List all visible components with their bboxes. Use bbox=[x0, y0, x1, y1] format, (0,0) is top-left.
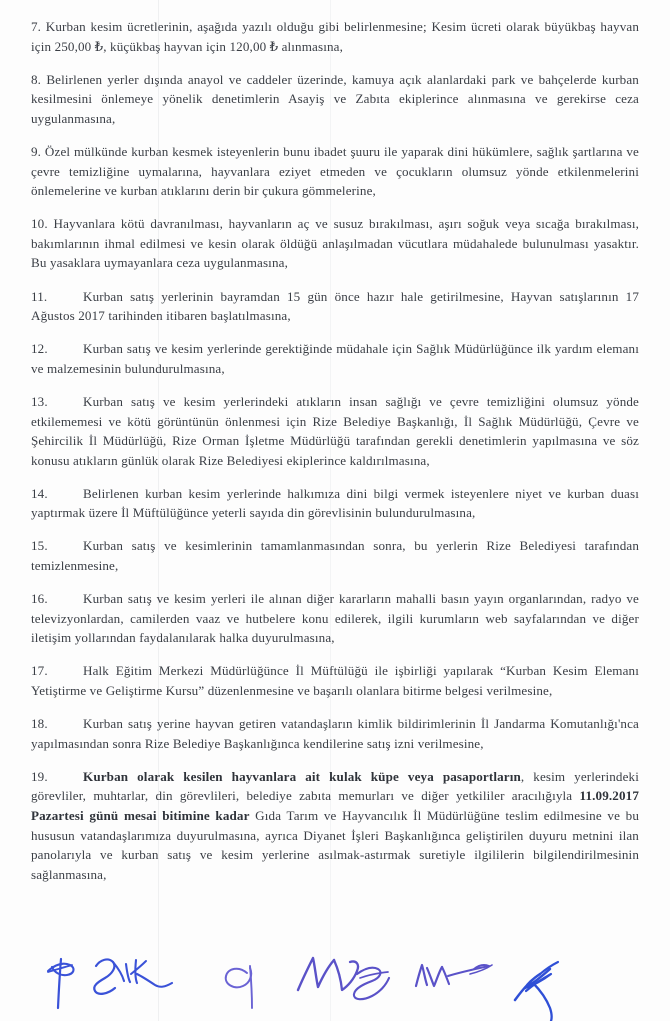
clause-paragraph-15 bbox=[31, 536, 639, 575]
clause-paragraph-17 bbox=[31, 661, 639, 700]
clause-number-11: 11. bbox=[31, 288, 48, 304]
signature-3 bbox=[298, 958, 492, 999]
clause-text-18: Kurban satış yerine hayvan getiren vatandaşların kimlik bildirimlerinin İl Jandarma Komutanlığı'nca yapılmasından sonra Rize Belediye Başkanlığınca kendilerine satış izni verilmesine, bbox=[31, 716, 639, 751]
clause-text-8: Belirlenen yerler dışında anayol ve caddeler üzerinde, kamuya açık alanlardaki park ve bahçelerde kurban kesilmesini önlemeye yönelik denetimlerin Asayiş ve Zabıta ekiplerince alınmasına ve gerekirse ceza uygulanmasına, bbox=[31, 71, 639, 126]
clause-paragraph-13 bbox=[31, 392, 639, 470]
clause-number-7: 7. bbox=[31, 19, 42, 34]
clause-19-bold-lead: Kurban olarak kesilen hayvanlara ait kulak küpe veya pasaportların bbox=[83, 768, 521, 784]
signature-2 bbox=[226, 966, 252, 1008]
clause-text-12: Kurban satış ve kesim yerlerinde gerektiğinde müdahale için Sağlık Müdürlüğünce ilk yardım elemanı ve malzemesinin bulundurulmasına, bbox=[31, 341, 639, 376]
clause-19-segment-2: Gıda Tarım ve Hayvancılık İl Müdürlüğüne teslim edilmesine ve bu hususun vatandaşlarımıza duyurulmasına, ayrıca Diyanet İşleri Başkanlığınca geliştirilen duyuru metnini ilan panolarıyla ve kurban satış ve kesim yerlerine asılmak-astırmak suretiyle ilgililerin bilgilendirilmesinin sağlanmasına, bbox=[31, 808, 640, 882]
clause-text-17: Halk Eğitim Merkezi Müdürlüğünce İl Müftülüğü ile işbirliği yapılarak “Kurban Kesim Elemanı Yetiştirme ve Geliştirme Kursu” düzenlenmesine ve başarılı olanlara bitirme belgesi verilmesine, bbox=[31, 663, 639, 699]
clause-paragraph-16 bbox=[31, 589, 639, 648]
clause-paragraph-19 bbox=[31, 767, 639, 885]
clause-number-9: 9. bbox=[31, 143, 42, 159]
signature-block bbox=[0, 938, 670, 1021]
clause-paragraph-10 bbox=[31, 214, 639, 273]
clause-paragraph-14 bbox=[31, 484, 639, 523]
signature-4 bbox=[515, 962, 558, 1021]
clause-text-15: Kurban satış ve kesimlerinin tamamlanmasından sonra, bu yerlerin Rize Belediyesi tarafından temizlenmesine, bbox=[31, 538, 639, 574]
clause-number-13: 13. bbox=[31, 393, 48, 409]
clause-paragraph-9 bbox=[31, 142, 639, 201]
document-body bbox=[31, 17, 639, 898]
clause-paragraph-12 bbox=[31, 339, 639, 378]
clause-number-14: 14. bbox=[31, 485, 48, 501]
clause-number-17: 17. bbox=[31, 663, 48, 679]
clause-number-16: 16. bbox=[31, 591, 48, 607]
clause-number-8: 8. bbox=[31, 71, 42, 87]
clause-text-10: Hayvanlara kötü davranılması, hayvanların aç ve susuz bırakılması, aşırı soğuk veya sıcağa bırakılması, bakımlarının ihmal edilmesi ve kesin olarak öldüğü anlaşılmadan vücutlara müdahalede bulunulması yasaktır. Bu yasaklara uymayanlara ceza uygulanmasına, bbox=[31, 216, 639, 271]
clause-number-12: 12. bbox=[31, 341, 48, 357]
clause-text-7: Kurban kesim ücretlerinin, aşağıda yazılı olduğu gibi belirlenmesine; Kesim ücreti olarak büyükbaş hayvan için 250,00 ₺, küçükbaş hayvan için 120,00 ₺ alınmasına, bbox=[31, 19, 640, 54]
clause-text-16: Kurban satış ve kesim yerleri ile alınan diğer kararların mahalli basın yayın organlarından, radyo ve televizyonlardan, camilerden vaaz ve hutbelere konu edilerek, ilgili kurumların web sayfalarından ve diğer iletişim yollarından faydalanılarak halka duyurulmasına, bbox=[31, 591, 639, 646]
clause-text-13: Kurban satış ve kesim yerlerindeki atıkların insan sağlığı ve çevre temizliğini olumsuz yönde etkilememesi ve kötü görüntünün önlenmesi için Rize Belediye Başkanlığı, İl Sağlık Müdürlüğü, Çevre ve Şehircilik İl Müdürlüğü, Rize Orman İşletme Müdürlüğü tarafından gerekli denetimlerin yapılmasına ve söz konusu atıkların günlük olarak Rize Belediyesi ekiplerince kaldırılmasına, bbox=[31, 393, 639, 468]
clause-paragraph-11 bbox=[31, 287, 639, 326]
clause-paragraph-8 bbox=[31, 70, 639, 129]
clause-number-10: 10. bbox=[31, 216, 48, 232]
clause-number-15: 15. bbox=[31, 538, 48, 554]
clause-number-19: 19. bbox=[31, 768, 48, 784]
clause-text-9: Özel mülkünde kurban kesmek isteyenlerin bunu ibadet şuuru ile yaparak dini hükümlere, sağlık şartlarına ve çevre temizliğine uymalarına, hayvanlara eziyet etmeden ve çocukların olumsuz yönde etkilenmelerini önlemelerine ve kurban atıklarını derin bir çukura gömmelerine, bbox=[31, 143, 639, 199]
clause-number-18: 18. bbox=[31, 716, 48, 732]
signature-1 bbox=[48, 959, 172, 1008]
clause-paragraph-18 bbox=[31, 714, 639, 753]
clause-19-bold-date: 11.09.2017 Pazartesi günü mesai bitimine kadar bbox=[31, 788, 639, 823]
clause-19-segment-1: , kesim yerlerindeki görevliler, muhtarlar, din görevlileri, belediye zabıta memurları ve diğer yetkililer aracılığıyla bbox=[31, 768, 639, 804]
clause-paragraph-7 bbox=[31, 17, 639, 56]
clause-text-14: Belirlenen kurban kesim yerlerinde halkımıza dini bilgi vermek isteyenlere niyet ve kurban duası yaptırmak üzere İl Müftülüğünce yeterli sayıda din görevlisinin bulundurulmasına, bbox=[31, 485, 639, 521]
clause-text-11: Kurban satış yerlerinin bayramdan 15 gün önce hazır hale getirilmesine, Hayvan satışlarının 17 Ağustos 2017 tarihinden itibaren başlatılmasına, bbox=[31, 288, 639, 324]
